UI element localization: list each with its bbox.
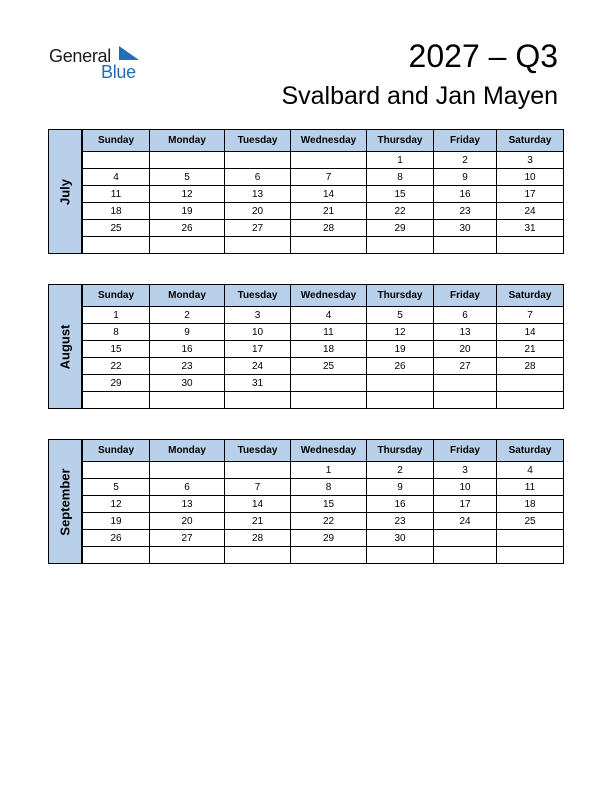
day-cell: 27: [225, 220, 291, 237]
day-cell: 20: [225, 203, 291, 220]
day-cell: [434, 547, 497, 564]
day-cell: 6: [150, 479, 225, 496]
day-cell: 5: [367, 307, 434, 324]
week-row: [83, 324, 564, 341]
day-cell: [497, 392, 564, 409]
day-cell: 19: [367, 341, 434, 358]
day-cell: 18: [497, 496, 564, 513]
day-cell: 12: [367, 324, 434, 341]
day-cell: 13: [150, 496, 225, 513]
day-cell: 11: [291, 324, 367, 341]
day-cell: 5: [83, 479, 150, 496]
day-cell: 13: [225, 186, 291, 203]
weekday-header: Saturday: [497, 130, 564, 152]
day-cell: 28: [497, 358, 564, 375]
month-grid: [82, 284, 564, 409]
day-cell: 24: [497, 203, 564, 220]
week-row: [83, 479, 564, 496]
month-grid: [82, 129, 564, 254]
weekday-header-row: [83, 130, 564, 152]
day-cell: [291, 375, 367, 392]
weekday-header: Tuesday: [225, 440, 291, 462]
day-cell: 25: [291, 358, 367, 375]
week-row: [83, 513, 564, 530]
week-row: [83, 530, 564, 547]
day-cell: [367, 237, 434, 254]
day-cell: 29: [291, 530, 367, 547]
day-cell: 7: [225, 479, 291, 496]
day-cell: 10: [497, 169, 564, 186]
week-row: [83, 341, 564, 358]
day-cell: 7: [497, 307, 564, 324]
day-cell: 8: [367, 169, 434, 186]
day-cell: [83, 462, 150, 479]
month-grid: [82, 439, 564, 564]
weekday-header: Wednesday: [291, 285, 367, 307]
day-cell: 17: [497, 186, 564, 203]
weekday-header-row: [83, 285, 564, 307]
day-cell: [291, 547, 367, 564]
weekday-header: Thursday: [367, 285, 434, 307]
day-cell: 3: [434, 462, 497, 479]
day-cell: 23: [150, 358, 225, 375]
week-row: [83, 152, 564, 169]
day-cell: 25: [497, 513, 564, 530]
week-row: [83, 186, 564, 203]
day-cell: 15: [291, 496, 367, 513]
weekday-header: Friday: [434, 440, 497, 462]
day-cell: 30: [367, 530, 434, 547]
day-cell: 19: [150, 203, 225, 220]
day-cell: [225, 237, 291, 254]
weekday-header: Friday: [434, 130, 497, 152]
day-cell: 24: [225, 358, 291, 375]
day-cell: 20: [434, 341, 497, 358]
day-cell: 6: [225, 169, 291, 186]
day-cell: 3: [497, 152, 564, 169]
weekday-header: Wednesday: [291, 130, 367, 152]
weekday-header: Thursday: [367, 130, 434, 152]
day-cell: [83, 152, 150, 169]
logo-flag-icon: [119, 46, 141, 62]
day-cell: [150, 392, 225, 409]
day-cell: 15: [367, 186, 434, 203]
day-cell: 9: [150, 324, 225, 341]
weekday-header: Sunday: [83, 130, 150, 152]
month-name: August: [57, 324, 73, 369]
week-row: [83, 358, 564, 375]
weekday-header: Sunday: [83, 285, 150, 307]
day-cell: [150, 152, 225, 169]
weekday-header: Wednesday: [291, 440, 367, 462]
day-cell: [225, 547, 291, 564]
day-cell: 20: [150, 513, 225, 530]
month-label-panel: [48, 129, 82, 254]
day-cell: 25: [83, 220, 150, 237]
day-cell: 29: [367, 220, 434, 237]
day-cell: 6: [434, 307, 497, 324]
day-cell: 15: [83, 341, 150, 358]
day-cell: 22: [367, 203, 434, 220]
day-cell: 22: [83, 358, 150, 375]
day-cell: 5: [150, 169, 225, 186]
weekday-header: Tuesday: [225, 285, 291, 307]
weekday-header: Tuesday: [225, 130, 291, 152]
day-cell: [367, 547, 434, 564]
weekday-header: Saturday: [497, 285, 564, 307]
day-cell: 31: [225, 375, 291, 392]
day-cell: [83, 237, 150, 254]
day-cell: 26: [83, 530, 150, 547]
day-cell: [497, 237, 564, 254]
day-cell: 22: [291, 513, 367, 530]
day-cell: 1: [291, 462, 367, 479]
day-cell: 28: [225, 530, 291, 547]
day-cell: [225, 462, 291, 479]
day-cell: 21: [291, 203, 367, 220]
week-row: [83, 462, 564, 479]
day-cell: 14: [291, 186, 367, 203]
day-cell: 11: [83, 186, 150, 203]
week-row: [83, 203, 564, 220]
day-cell: [150, 237, 225, 254]
day-cell: 9: [367, 479, 434, 496]
page-title: 2027 – Q3: [408, 38, 558, 74]
weekday-header: Monday: [150, 130, 225, 152]
day-cell: [225, 152, 291, 169]
day-cell: 29: [83, 375, 150, 392]
day-cell: 19: [83, 513, 150, 530]
day-cell: [434, 375, 497, 392]
day-cell: [497, 547, 564, 564]
day-cell: [150, 462, 225, 479]
day-cell: [291, 152, 367, 169]
week-row: [83, 392, 564, 409]
week-row: [83, 547, 564, 564]
weekday-header: Sunday: [83, 440, 150, 462]
day-cell: 8: [83, 324, 150, 341]
day-cell: 23: [434, 203, 497, 220]
day-cell: 14: [225, 496, 291, 513]
day-cell: 13: [434, 324, 497, 341]
weekday-header: Thursday: [367, 440, 434, 462]
day-cell: 8: [291, 479, 367, 496]
day-cell: 1: [367, 152, 434, 169]
day-cell: 12: [150, 186, 225, 203]
day-cell: 2: [434, 152, 497, 169]
day-cell: 21: [225, 513, 291, 530]
day-cell: [367, 392, 434, 409]
day-cell: 18: [83, 203, 150, 220]
day-cell: [83, 547, 150, 564]
weekday-header-row: [83, 440, 564, 462]
day-cell: 17: [225, 341, 291, 358]
day-cell: 10: [225, 324, 291, 341]
month-name: September: [57, 467, 73, 536]
week-row: [83, 375, 564, 392]
weekday-header: Friday: [434, 285, 497, 307]
day-cell: 2: [150, 307, 225, 324]
week-row: [83, 237, 564, 254]
country-name: Svalbard and Jan Mayen: [281, 82, 558, 110]
day-cell: 23: [367, 513, 434, 530]
day-cell: 30: [150, 375, 225, 392]
generalblue-logo: [49, 44, 149, 84]
day-cell: 9: [434, 169, 497, 186]
day-cell: 17: [434, 496, 497, 513]
day-cell: 26: [150, 220, 225, 237]
day-cell: 7: [291, 169, 367, 186]
day-cell: 12: [83, 496, 150, 513]
day-cell: [150, 547, 225, 564]
day-cell: 18: [291, 341, 367, 358]
day-cell: 10: [434, 479, 497, 496]
week-row: [83, 496, 564, 513]
week-row: [83, 220, 564, 237]
day-cell: 16: [367, 496, 434, 513]
day-cell: 26: [367, 358, 434, 375]
month-label-panel: [48, 439, 82, 564]
day-cell: [434, 530, 497, 547]
day-cell: 4: [291, 307, 367, 324]
day-cell: 1: [83, 307, 150, 324]
day-cell: 14: [497, 324, 564, 341]
day-cell: [83, 392, 150, 409]
day-cell: [367, 375, 434, 392]
logo-general-text: General: [49, 46, 111, 66]
day-cell: [434, 392, 497, 409]
day-cell: 31: [497, 220, 564, 237]
week-row: [83, 307, 564, 324]
day-cell: 4: [83, 169, 150, 186]
day-cell: [434, 237, 497, 254]
day-cell: 16: [150, 341, 225, 358]
day-cell: 27: [150, 530, 225, 547]
day-cell: [291, 237, 367, 254]
logo-blue-text: Blue: [101, 62, 136, 82]
day-cell: 2: [367, 462, 434, 479]
day-cell: 3: [225, 307, 291, 324]
day-cell: 27: [434, 358, 497, 375]
day-cell: 21: [497, 341, 564, 358]
day-cell: 16: [434, 186, 497, 203]
day-cell: [291, 392, 367, 409]
weekday-header: Monday: [150, 285, 225, 307]
day-cell: 30: [434, 220, 497, 237]
day-cell: [497, 530, 564, 547]
day-cell: 11: [497, 479, 564, 496]
weekday-header: Monday: [150, 440, 225, 462]
week-row: [83, 169, 564, 186]
day-cell: [225, 392, 291, 409]
weekday-header: Saturday: [497, 440, 564, 462]
day-cell: 24: [434, 513, 497, 530]
day-cell: 4: [497, 462, 564, 479]
day-cell: 28: [291, 220, 367, 237]
day-cell: [497, 375, 564, 392]
month-name: July: [57, 178, 73, 205]
month-label-panel: [48, 284, 82, 409]
